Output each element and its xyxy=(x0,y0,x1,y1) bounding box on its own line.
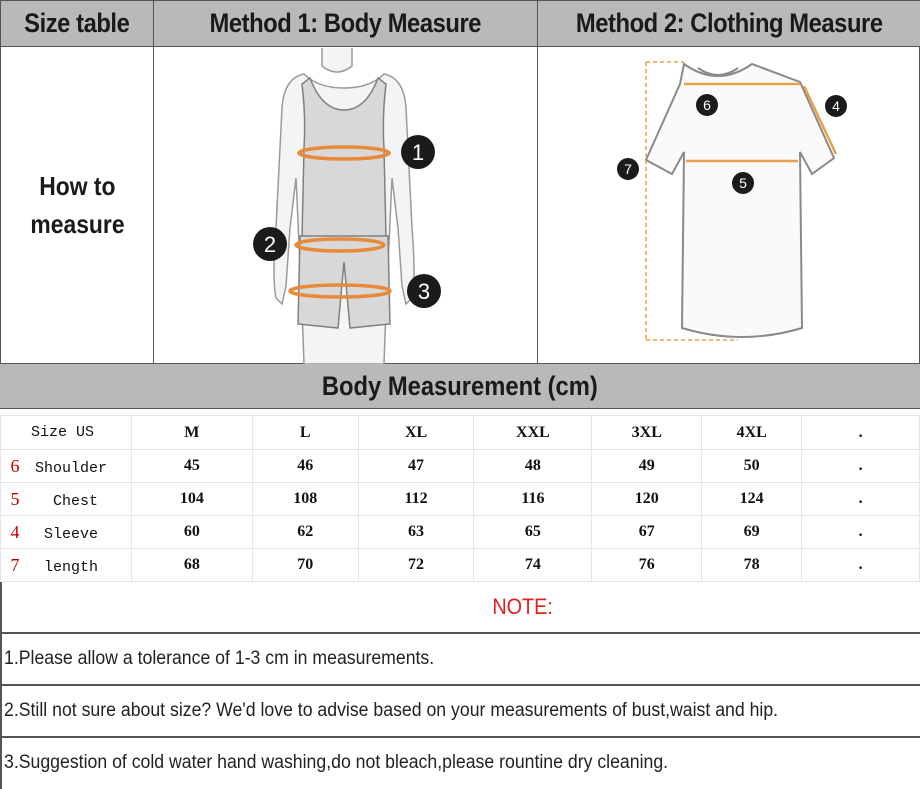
size-header-cell: XL xyxy=(358,416,474,450)
table-cell: . xyxy=(802,450,920,483)
svg-text:3: 3 xyxy=(417,279,431,304)
body-measurement-title: Body Measurement (cm) xyxy=(0,364,920,409)
table-cell: 70 xyxy=(252,549,358,582)
table-cell: 60 xyxy=(131,516,252,549)
size-us-label: Size US xyxy=(1,416,132,450)
table-cell: 104 xyxy=(131,483,252,516)
size-header-cell: 4XL xyxy=(702,416,802,450)
size-header-cell: . xyxy=(802,416,920,450)
size-header-cell: L xyxy=(252,416,358,450)
table-cell: 47 xyxy=(358,450,474,483)
marker-2-icon xyxy=(253,227,287,261)
size-table-header: Size table xyxy=(1,1,153,47)
row-label: 4 Sleeve xyxy=(1,516,132,549)
note-item: 1.Please allow a tolerance of 1-3 cm in measurements. xyxy=(0,632,920,684)
size-header-cell: M xyxy=(131,416,252,450)
row-label: 6 Shoulder xyxy=(1,450,132,483)
table-cell: 50 xyxy=(702,450,802,483)
shirt-measure-figure xyxy=(538,48,920,364)
marker-6-icon xyxy=(696,94,718,116)
table-cell: . xyxy=(802,483,920,516)
table-cell: 124 xyxy=(702,483,802,516)
note-title: NOTE: xyxy=(492,594,554,619)
table-cell: 68 xyxy=(131,549,252,582)
size-header-cell: 3XL xyxy=(592,416,702,450)
svg-text:1: 1 xyxy=(411,140,425,165)
svg-text:7: 7 xyxy=(624,161,632,177)
svg-text:4: 4 xyxy=(832,98,840,114)
table-cell: 62 xyxy=(252,516,358,549)
table-cell: 120 xyxy=(592,483,702,516)
table-cell: 78 xyxy=(702,549,802,582)
table-cell: 65 xyxy=(474,516,592,549)
marker-1-icon xyxy=(401,135,435,169)
size-header-cell: XXL xyxy=(474,416,592,450)
svg-text:6: 6 xyxy=(703,97,711,113)
table-cell: 63 xyxy=(358,516,474,549)
table-cell: 45 xyxy=(131,450,252,483)
table-cell: 69 xyxy=(702,516,802,549)
table-cell: 76 xyxy=(592,549,702,582)
table-cell: 46 xyxy=(252,450,358,483)
table-cell: 67 xyxy=(592,516,702,549)
how-to-measure-label: How to measure xyxy=(29,171,125,239)
marker-3-icon xyxy=(407,274,441,308)
table-row xyxy=(1,483,920,516)
table-cell: . xyxy=(802,549,920,582)
table-cell: 48 xyxy=(474,450,592,483)
table-cell: 108 xyxy=(252,483,358,516)
table-cell: 74 xyxy=(474,549,592,582)
table-cell: 49 xyxy=(592,450,702,483)
marker-4-icon xyxy=(825,95,847,117)
body-measure-figure xyxy=(154,48,537,364)
table-cell: . xyxy=(802,516,920,549)
note-item: 2.Still not sure about size? We'd love to advise based on your measurements of bust,waist and hip. xyxy=(0,684,920,736)
table-row xyxy=(1,549,920,582)
marker-5-icon xyxy=(732,172,754,194)
note-item: 3.Suggestion of cold water hand washing,do not bleach,please rountine dry cleaning. xyxy=(0,736,920,788)
table-cell: 72 xyxy=(358,549,474,582)
svg-text:2: 2 xyxy=(263,232,277,257)
method2-header: Method 2: Clothing Measure xyxy=(537,1,920,47)
table-row xyxy=(1,450,920,483)
table-cell: 116 xyxy=(474,483,592,516)
marker-7-icon xyxy=(617,158,639,180)
notes-section xyxy=(0,582,920,789)
measure-guide xyxy=(0,0,920,364)
table-header-row xyxy=(1,416,920,450)
table-cell: 112 xyxy=(358,483,474,516)
row-label: 5 Chest xyxy=(1,483,132,516)
method1-header: Method 1: Body Measure xyxy=(153,1,537,47)
table-row xyxy=(1,516,920,549)
row-label: 7 length xyxy=(1,549,132,582)
svg-text:5: 5 xyxy=(739,175,747,191)
size-table xyxy=(0,415,920,582)
